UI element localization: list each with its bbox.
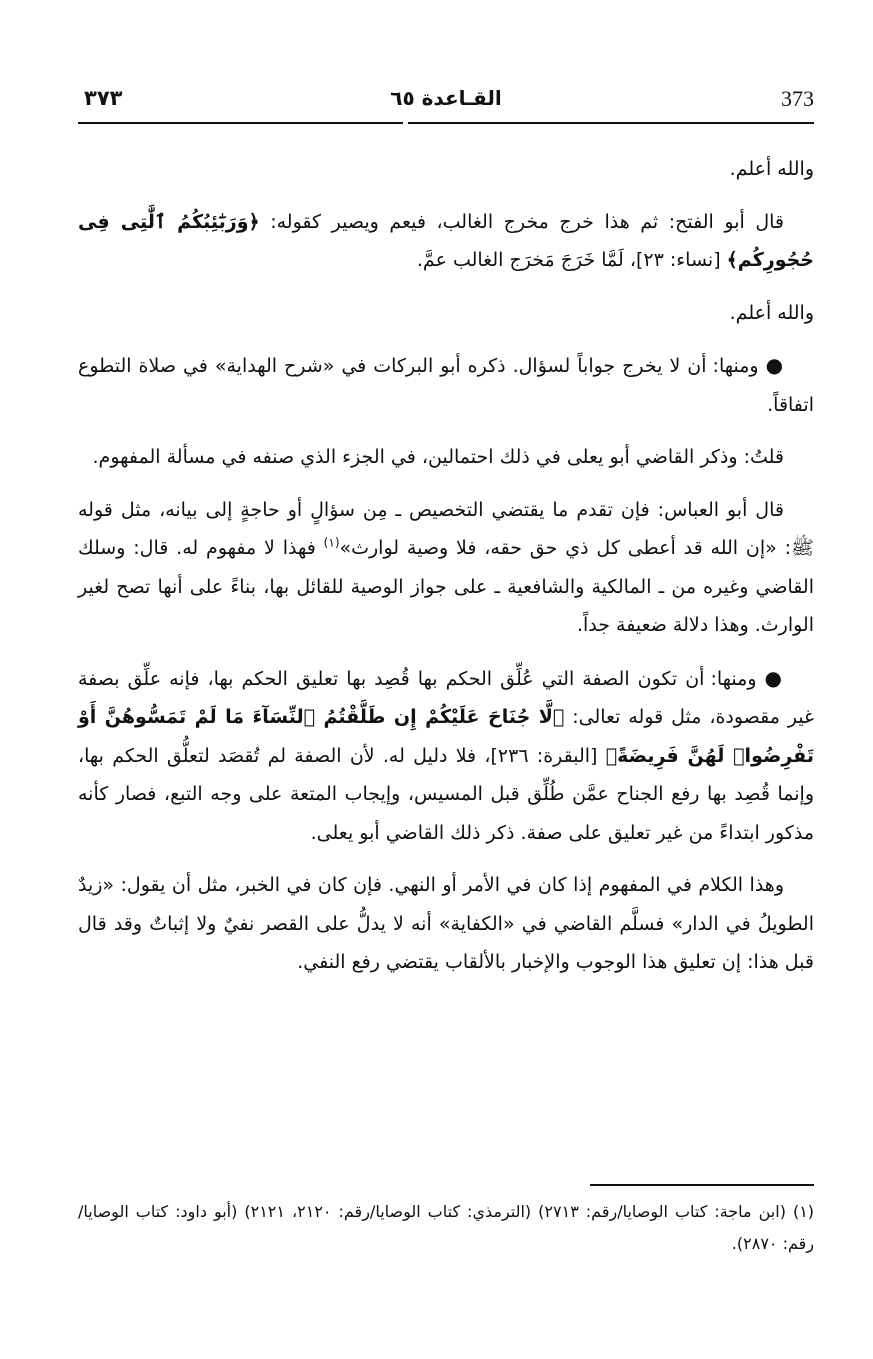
header-rule-right: [408, 122, 814, 124]
paragraph: والله أعلم.: [729, 158, 814, 180]
paragraph-text: [نساء: ٢٣]، لَمَّا خَرَجَ مَخرَج الغالب عمَّ.: [416, 249, 721, 271]
footnote-rule: [590, 1184, 814, 1186]
paragraph: [78, 659, 814, 853]
paragraph: [78, 203, 814, 280]
paragraph: والله أعلم.: [729, 301, 814, 324]
running-title: القـاعدة ٦٥: [390, 86, 502, 110]
footnote-text: (١) (ابن ماجة: كتاب الوصايا/رقم: ٢٧١٣) (الترمذي: كتاب الوصايا/رقم: ٢١٢٠، ٢١٢١) (أبو داود: كتاب الوصايا/رقم: ٢٨٧٠).: [78, 1202, 815, 1253]
paragraph-text: قال أبو العباس: فإن تقدم ما يقتضي التخصيص ـ مِن سؤالٍ أو حاجةٍ إلى بيانه، مثل قوله ﷺ: «إن الله قد أعطى كل ذي حق حقه، فلا وصية لوارث»: [78, 498, 814, 559]
paragraph: [78, 346, 814, 424]
footnote-marker[interactable]: (١): [323, 535, 340, 550]
quran-verse: ﴿وَرَبَٰٓئِبُكُمُ ٱلَّٰتِى فِى حُجُورِكُم﴾: [78, 210, 814, 271]
header-rule-left: [78, 122, 403, 124]
paragraph-text: فهذا لا مفهوم له. قال: وسلك القاضي وغيره من ـ المالكية والشافعية ـ على جواز الوصية للقائل بها، بناءً على أنها تصح لغير الوارث. وهذا دلالة ضعيفة جداً.: [78, 537, 814, 636]
paragraph-text: ومنها: أن تكون الصفة التي عُلِّق الحكم بها قُصِد بها تعليق الحكم بها، فإنه علِّق بصفة غير مقصودة، مثل قوله تعالى:: [78, 667, 814, 728]
paragraph-text: قال أبو الفتح: ثم هذا خرج مخرج الغالب، فيعم ويصير كقوله:: [270, 210, 785, 233]
paragraph: [78, 491, 814, 645]
paragraph-text: [البقرة: ٢٣٦]، فلا دليل له. لأن الصفة لم تُقصَد لتعلُّق الحكم بها، وإنما قُصِد بها رفع الجناح عمَّن طُلِّق قبل المسيس، وإيجاب المتعة على وجه التبع، فصار كأنه مذكور ابتداءً من غير تعليق على صفة. ذكر ذلك القاضي أبو يعلى.: [78, 744, 814, 844]
paragraph: وهذا الكلام في المفهوم إذا كان في الأمر أو النهي. فإن كان في الخبر، مثل أن يقول: «زيدٌ الطويلُ في الدار» فسلَّم القاضي في «الكفاية» أنه لا يدلُّ على القصر نفيٌ ولا إثباتٌ وقد قال قبل هذا: إن تعليق هذا الوجوب والإخبار بالألقاب يقتضي رفع النفي.: [78, 874, 814, 973]
paragraph-text: ومنها: أن لا يخرج جواباً لسؤال. ذكره أبو البركات في «شرح الهداية» في صلاة التطوع اتفاقاً.: [78, 355, 814, 416]
footnote-section: [78, 1196, 814, 1260]
bullet-icon: ●: [764, 665, 784, 690]
paragraph: قلتُ: وذكر القاضي أبو يعلى في ذلك احتمالين، في الجزء الذي صنفه في مسألة المفهوم.: [92, 446, 784, 468]
quran-verse: ﴿لَّا جُنَاحَ عَلَيْكُمْ إِن طَلَّقْتُمُ ٱلنِّسَآءَ مَا لَمْ تَمَسُّوهُنَّ أَوْ تَفْرِضُوا۟ لَهُنَّ فَرِيضَةً﴾: [78, 706, 814, 767]
page-number-latin: 373: [781, 86, 814, 111]
page-header: [78, 86, 814, 118]
bullet-icon: ●: [765, 353, 785, 377]
page-number-arabic: ٣٧٣: [84, 86, 123, 110]
body-text: [78, 150, 814, 996]
